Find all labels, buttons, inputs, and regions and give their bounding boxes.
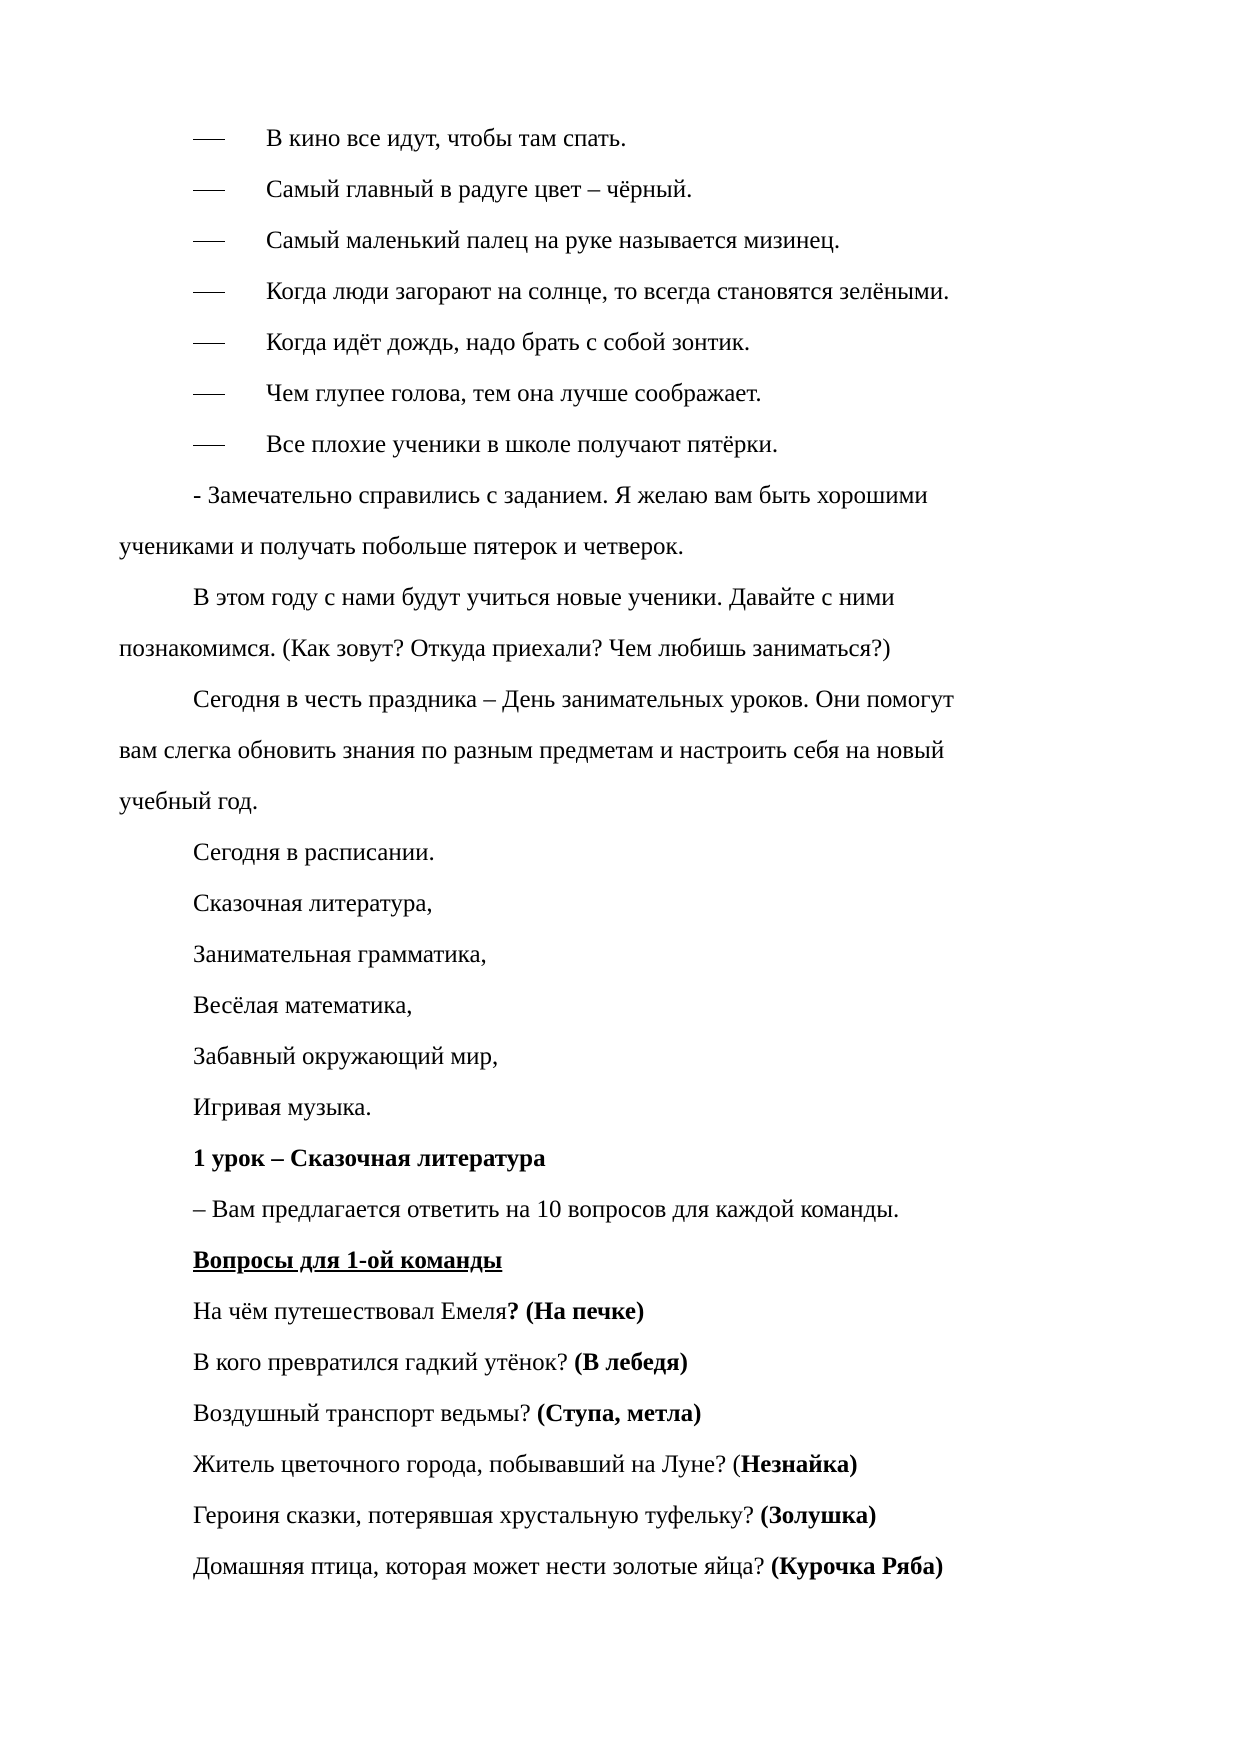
bullet-dash bbox=[193, 445, 225, 446]
question-text: Героиня сказки, потерявшая хрустальную туфельку? bbox=[193, 1502, 761, 1529]
lesson-instruction: – Вам предлагается ответить на 10 вопросов для каждой команды. bbox=[193, 1196, 900, 1223]
schedule-item: Весёлая математика, bbox=[193, 992, 413, 1019]
schedule-item: Сказочная литература, bbox=[193, 890, 433, 917]
paragraph-line: вам слегка обновить знания по разным предметам и настроить себя на новый bbox=[119, 737, 945, 764]
answer-text: (В лебедя) bbox=[574, 1349, 688, 1376]
bullet-text: Когда люди загорают на солнце, то всегда становятся зелёными. bbox=[266, 278, 950, 305]
paragraph-line: учениками и получать побольше пятерок и четверок. bbox=[119, 533, 684, 560]
question-text: Воздушный транспорт ведьмы? bbox=[193, 1400, 537, 1427]
question-text: На чём путешествовал Емеля bbox=[193, 1298, 507, 1325]
answer-text: ? (На печке) bbox=[506, 1298, 645, 1325]
bullet-dash bbox=[193, 292, 225, 293]
question-item bbox=[193, 1297, 644, 1327]
question-item bbox=[193, 1450, 858, 1480]
question-text: Житель цветочного города, побывавший на Луне? ( bbox=[193, 1451, 741, 1478]
paragraph-line: - Замечательно справились с заданием. Я желаю вам быть хорошими bbox=[193, 482, 928, 509]
bullet-text: Когда идёт дождь, надо брать с собой зонтик. bbox=[266, 329, 751, 356]
bullet-text: Чем глупее голова, тем она лучше соображает. bbox=[266, 380, 762, 407]
question-text: Домашняя птица, которая может нести золотые яйца? bbox=[193, 1553, 771, 1580]
schedule-item: Занимательная грамматика, bbox=[193, 941, 487, 968]
bullet-dash bbox=[193, 394, 225, 395]
schedule-item: Игривая музыка. bbox=[193, 1094, 372, 1121]
bullet-text: В кино все идут, чтобы там спать. bbox=[266, 125, 627, 152]
paragraph-line: учебный год. bbox=[119, 788, 259, 815]
bullet-dash bbox=[193, 343, 225, 344]
question-item bbox=[193, 1348, 688, 1378]
question-item bbox=[193, 1552, 943, 1582]
bullet-dash bbox=[193, 139, 225, 140]
paragraph-line: познакомимся. (Как зовут? Откуда приехали? Чем любишь заниматься?) bbox=[119, 635, 891, 662]
answer-text: Незнайка) bbox=[740, 1451, 858, 1478]
answer-text: (Золушка) bbox=[760, 1502, 877, 1529]
schedule-item: Забавный окружающий мир, bbox=[193, 1043, 499, 1070]
answer-text: (Курочка Ряба) bbox=[770, 1553, 944, 1580]
paragraph-line: В этом году с нами будут учиться новые ученики. Давайте с ними bbox=[193, 584, 895, 611]
paragraph-line: Сегодня в честь праздника – День занимательных уроков. Они помогут bbox=[193, 686, 954, 713]
bullet-dash bbox=[193, 190, 225, 191]
bullet-text: Все плохие ученики в школе получают пятёрки. bbox=[266, 431, 779, 458]
lesson-heading: 1 урок – Сказочная литература bbox=[193, 1145, 546, 1172]
bullet-text: Самый маленький палец на руке называется мизинец. bbox=[266, 227, 841, 254]
question-item bbox=[193, 1399, 701, 1429]
answer-text: (Ступа, метла) bbox=[536, 1400, 702, 1427]
question-item bbox=[193, 1501, 876, 1531]
schedule-intro: Сегодня в расписании. bbox=[193, 839, 435, 866]
team-heading: Вопросы для 1-ой команды bbox=[193, 1247, 503, 1274]
bullet-text: Самый главный в радуге цвет – чёрный. bbox=[266, 176, 693, 203]
bullet-dash bbox=[193, 241, 225, 242]
question-text: В кого превратился гадкий утёнок? bbox=[193, 1349, 575, 1376]
